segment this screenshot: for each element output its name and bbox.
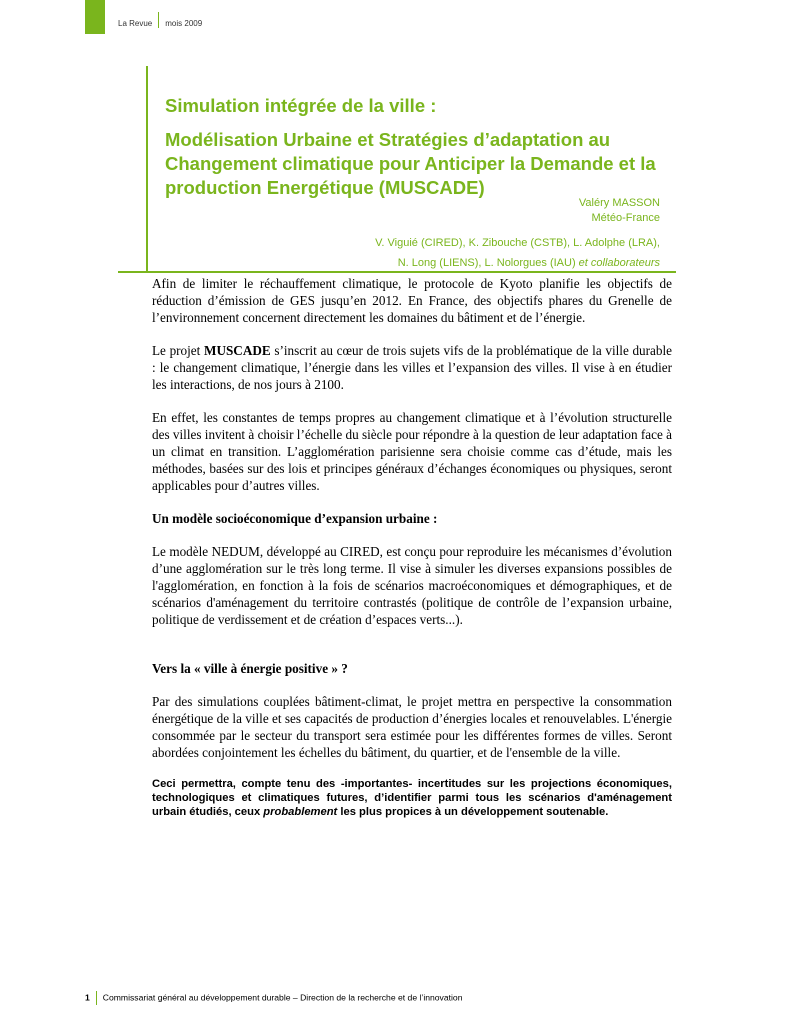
section-heading-positive-energy: Vers la « ville à énergie positive » ? [152,661,348,676]
collaborators-suffix: et collaborateurs [578,257,660,269]
closing-statement [152,777,672,819]
project-name: MUSCADE [204,343,271,358]
publication-date: mois 2009 [165,19,203,29]
page-footer [85,991,463,1005]
collaborators-block [375,233,660,273]
collaborators-line-1: V. Viguié (CIRED), K. Zibouche (CSTB), L. Adolphe (LRA), [375,237,660,249]
paragraph-nedum: Le modèle NEDUM, développé au CIRED, est conçu pour reproduire les mécanismes d’évolution d’une agglomération sur le très long terme. Il vise à simuler les diverses expansions possibles de l'agglomération, en fonction à la fois de scénarios macroéconomiques et démographiques, et de scénarios d'aménagement du territoire contrastés (politique de contrôle de l’expansion urbaine, politique de verdissement et de création d’espaces verts...). [152,544,672,627]
paragraph-project-post: s’inscrit au cœur de trois sujets vifs de la problématique de la ville durable : le changement climatique, l’énergie dans les villes et l’expansion des villes. Il vise à en étudier les interactions, de nos jours à 2100. [152,343,673,392]
page-number: 1 [85,992,90,1003]
publication-name: La Revue [118,19,153,29]
paragraph-project [152,342,672,393]
collaborators-names: N. Long (LIENS), L. Nolorgues (IAU) [397,257,576,269]
paragraph-timescale: En effet, les constantes de temps propres au changement climatique et à l’évolution structurelle des villes invitent à choisir l’échelle du siècle pour répondre à la question de leur adaptation face à un climat en transition. L’agglomération parisienne sera choisie comme cas d’étude, mais les méthodes, basées sur des lois et principes généraux d’échanges économiques ou physiques, seront applicables pour d’autres villes. [152,410,672,493]
article-body [152,275,672,819]
author-name: Valéry MASSON [578,197,660,209]
paragraph-intro: Afin de limiter le réchauffement climatique, le protocole de Kyoto planifie les objectifs de réduction d’émission de GES jusqu’en 2012. En France, des objectifs phares du Grenelle de l’environnement concernent directement les domaines du bâtiment et de l’énergie. [152,276,672,325]
title-line-2: Modélisation Urbaine et Stratégies d’adaptation au Changement climatique pour Anticiper la Demande et la production Energétique (MUSCADE) [165,129,656,198]
footer-divider [96,991,97,1005]
closing-post: les plus propices à un développement soutenable. [337,806,609,818]
header-divider [158,12,159,28]
author-block [579,196,660,226]
footer-text: Commissariat général au développement durable – Direction de la recherche et de l’innovation [102,992,463,1003]
header-accent-bar [85,0,105,34]
document-title [165,94,675,200]
paragraph-simulations: Par des simulations couplées bâtiment-climat, le projet mettra en perspective la consommation énergétique de la ville et ses capacités de production d’énergies locales et renouvelables. L'énergie consommée par le secteur du transport sera estimée pour les différentes formes de villes. Seront abordées conjointement les échelles du bâtiment, du quartier, et de l'ensemble de la ville. [152,694,672,760]
closing-pre: Ceci permettra, compte tenu des -importantes- incertitudes sur les projections économiques, technologiques et climatiques futures, d’identifier parmi tous les scénarios d'aménagement urbain étudiés, ceux [152,778,672,818]
page-header [118,16,202,32]
title-line-1: Simulation intégrée de la ville : [165,95,437,116]
section-heading-socioeconomic: Un modèle socioéconomique d’expansion urbaine : [152,511,438,526]
author-affiliation: Météo-France [591,212,660,224]
title-vertical-rule [146,66,148,271]
paragraph-project-pre: Le projet [152,343,204,358]
collaborators-line-2 [375,253,660,273]
closing-emphasis: probablement [263,806,338,818]
